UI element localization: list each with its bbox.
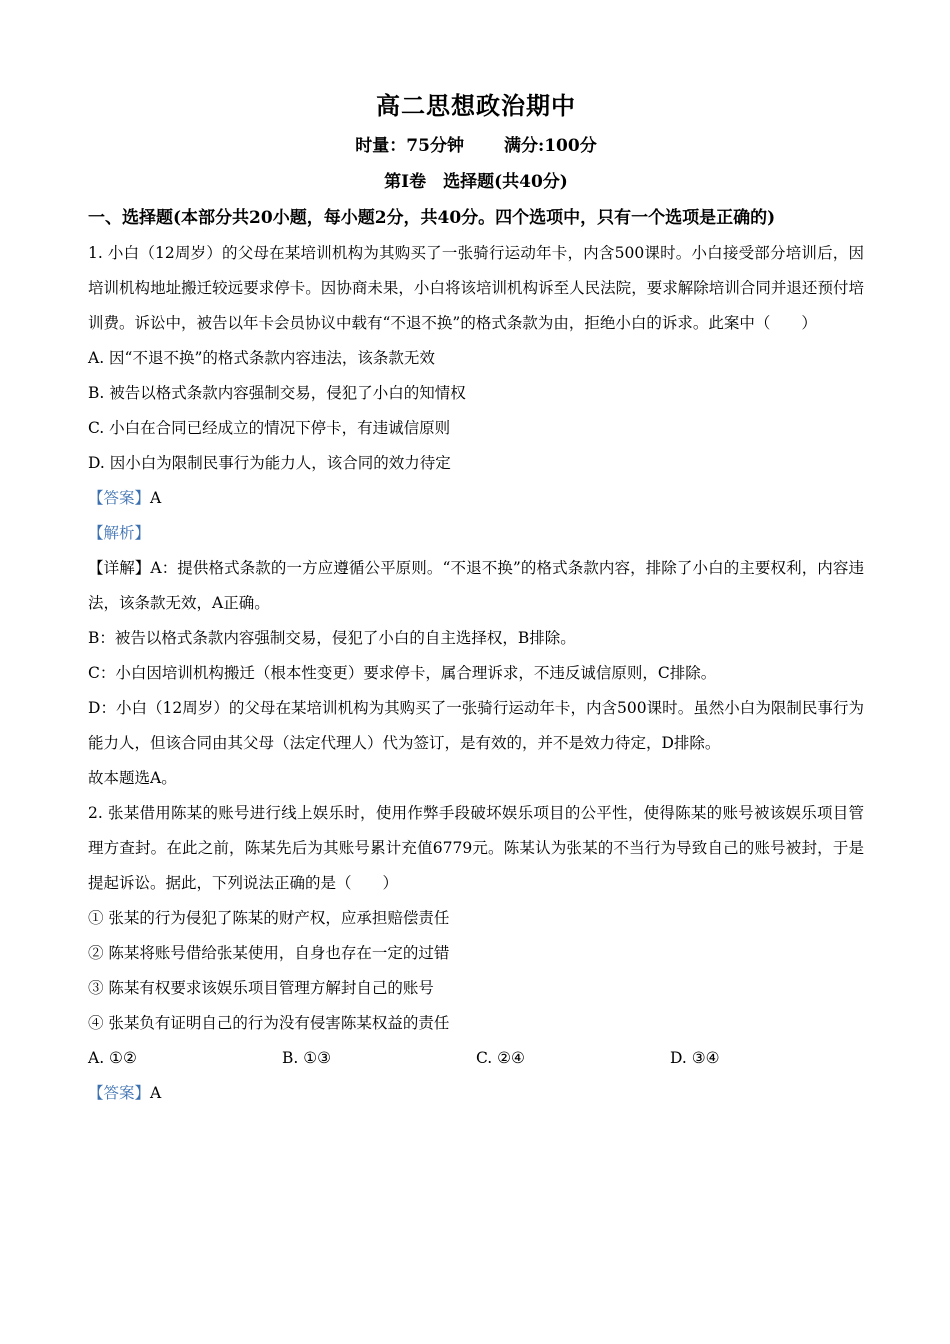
question-1 [88,236,864,796]
question-stem: 1. 小白（12周岁）的父母在某培训机构为其购买了一张骑行运动年卡，内含500课时。小白接受部分培训后，因培训机构地址搬迁较远要求停卡。因协商未果，小白将该培训机构诉至人民法院，要求解除培训合同并退还预付培训费。诉讼中，被告以年卡会员协议中载有“不退不换”的格式条款为由，拒绝小白的诉求。此案中（ ） [88,244,864,332]
statement-3: ③ 陈某有权要求该娱乐项目管理方解封自己的账号 [88,979,434,997]
statement-1: ① 张某的行为侵犯了陈某的财产权，应承担赔偿责任 [88,909,450,927]
option-d: D. 因小白为限制民事行为能力人，该合同的效力待定 [88,454,451,472]
part-label: 第Ⅰ卷 选择题(共40分) [384,172,568,192]
answer-tag: 【答案】 [88,489,151,507]
analysis-tag: 【解析】 [88,524,151,542]
detail-tag: 【详解】 [88,559,151,577]
options-row [88,1041,864,1076]
question-stem: 2. 张某借用陈某的账号进行线上娱乐时，使用作弊手段破坏娱乐项目的公平性，使得陈某的账号被该娱乐项目管理方查封。在此之前，陈某先后为其账号累计充值6779元。陈某认为张某的不当行为导致自己的账号被封，于是提起诉讼。据此，下列说法正确的是（ ） [88,804,864,892]
option-a: A. ①② [88,1049,137,1067]
statement-4: ④ 张某负有证明自己的行为没有侵害陈某权益的责任 [88,1014,450,1032]
answer-line [88,1076,864,1111]
detail-a [88,551,864,621]
option-c: C. 小白在合同已经成立的情况下停卡，有违诚信原则 [88,419,451,437]
conclusion: 故本题选A。 [88,769,177,787]
option-c: C. ②④ [476,1049,525,1067]
answer-line [88,481,864,516]
detail-c: C：小白因培训机构搬迁（根本性变更）要求停卡，属合理诉求，不违反诚信原则，C排除。 [88,664,717,682]
question-2 [88,796,864,1111]
answer-value: A [150,1084,162,1102]
time-label: 时量：75分钟 [355,136,464,156]
page-title: 高二思想政治期中 [376,91,576,120]
answer-tag: 【答案】 [88,1084,151,1102]
detail-a-text: A：提供格式条款的一方应遵循公平原则。“不退不换”的格式条款内容，排除了小白的主要权利，内容违法，该条款无效，A正确。 [88,559,864,612]
document-page [88,84,864,1111]
section-heading: 一、选择题(本部分共20小题，每小题2分，共40分。四个选项中，只有一个选项是正确的) [88,208,776,228]
score-label: 满分:100分 [503,136,597,156]
option-b: B. 被告以格式条款内容强制交易，侵犯了小白的知情权 [88,384,466,402]
detail-d: D：小白（12周岁）的父母在某培训机构为其购买了一张骑行运动年卡，内含500课时。虽然小白为限制民事行为能力人，但该合同由其父母（法定代理人）代为签订，是有效的，并不是效力待定，D排除。 [88,699,864,752]
option-d: D. ③④ [670,1049,720,1067]
option-a: A. 因“不退不换”的格式条款内容违法，该条款无效 [88,349,435,367]
statement-2: ② 陈某将账号借给张某使用，自身也存在一定的过错 [88,944,450,962]
answer-value: A [150,489,162,507]
detail-b: B：被告以格式条款内容强制交易，侵犯了小白的自主选择权，B排除。 [88,629,576,647]
analysis-line [88,516,864,551]
exam-info [88,128,864,164]
option-b: B. ①③ [282,1049,332,1067]
